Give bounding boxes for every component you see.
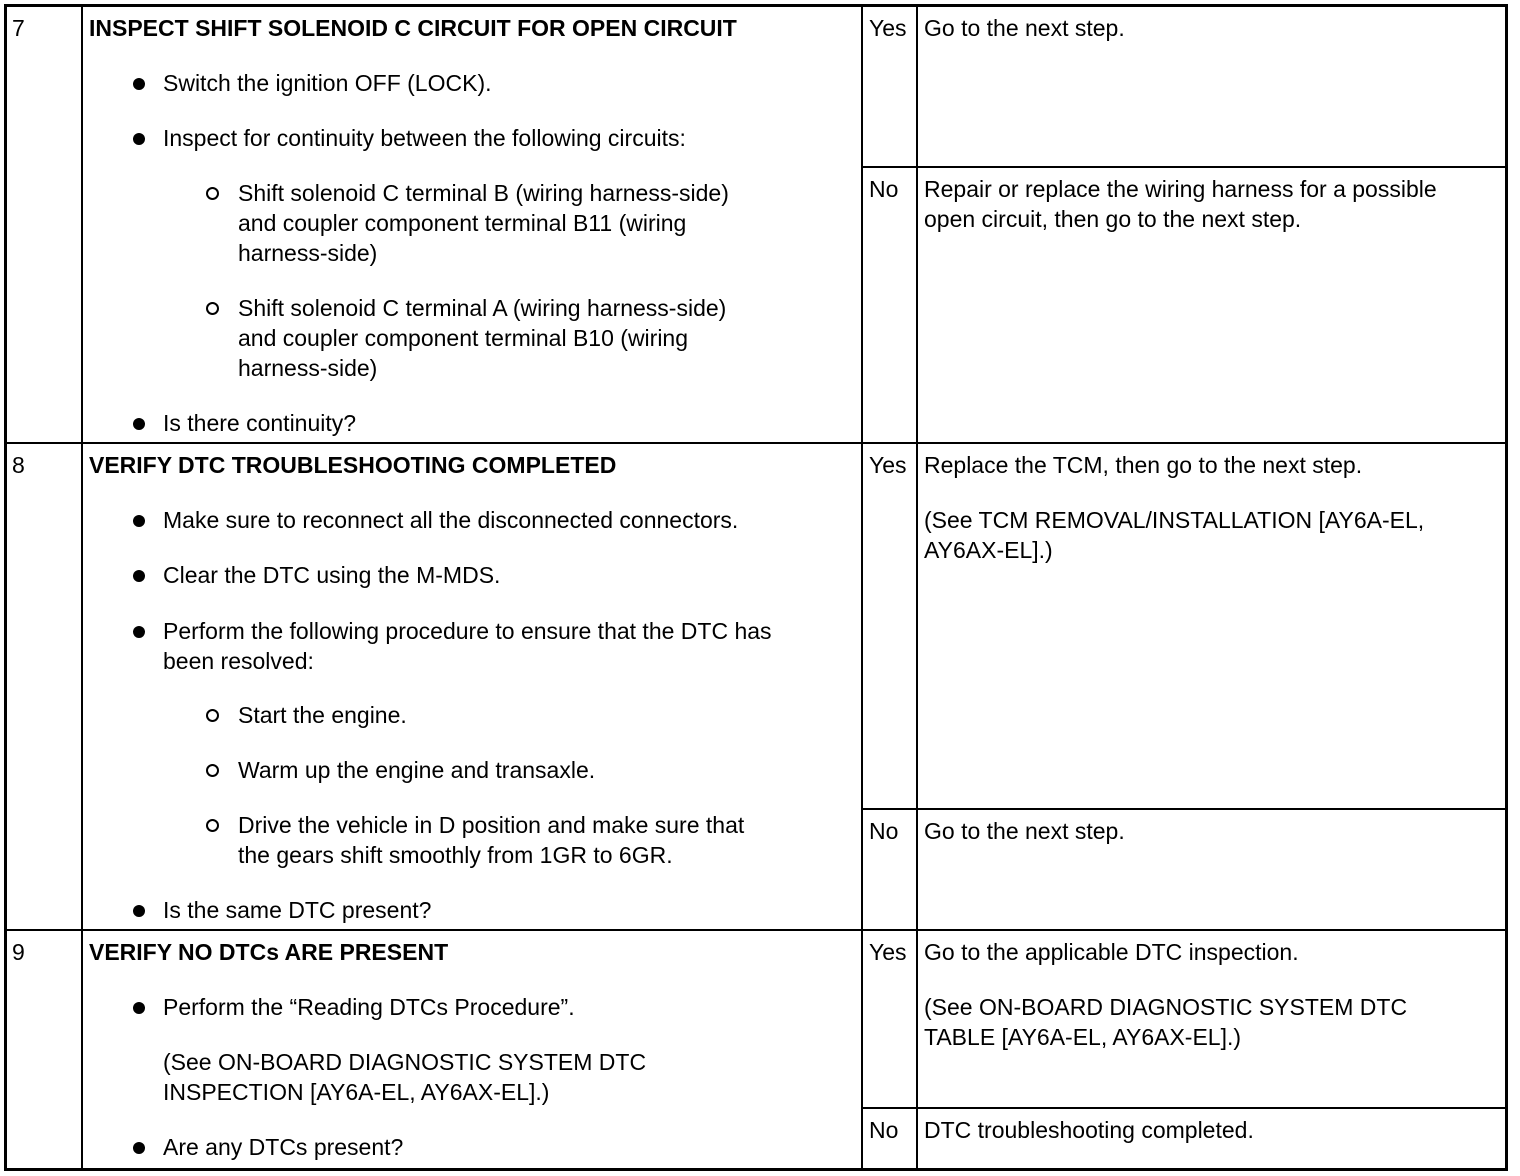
sub-bullet-circle-icon — [206, 302, 219, 315]
bullet-item: Are any DTCs present? — [163, 1134, 404, 1160]
bullet-item: Switch the ignition OFF (LOCK). — [163, 70, 492, 96]
bullet-dot-icon — [133, 133, 145, 145]
step-number: 8 — [12, 452, 25, 478]
no-label: No — [869, 1117, 899, 1143]
row-divider-7-8 — [6, 442, 1506, 444]
bullet-reference-line: (See ON-BOARD DIAGNOSTIC SYSTEM DTC — [163, 1049, 647, 1075]
bullet-dot-icon — [133, 515, 145, 527]
sub-item: Start the engine. — [238, 702, 407, 728]
sub-bullet-circle-icon — [206, 187, 219, 200]
sub-item-line: Shift solenoid C terminal A (wiring harness-side) — [238, 295, 727, 321]
yes-reference-line: TABLE [AY6A-EL, AY6AX-EL].) — [924, 1024, 1242, 1050]
yes-label: Yes — [869, 939, 907, 965]
bullet-item: Make sure to reconnect all the disconnected connectors. — [163, 507, 739, 533]
column-divider-result — [916, 6, 918, 1168]
sub-bullet-circle-icon — [206, 819, 219, 832]
bullet-item: Perform the “Reading DTCs Procedure”. — [163, 994, 575, 1020]
column-divider-number — [81, 6, 83, 1168]
bullet-item: Is the same DTC present? — [163, 897, 432, 923]
yes-no-divider-9 — [862, 1107, 1506, 1109]
sub-bullet-circle-icon — [206, 709, 219, 722]
bullet-item-line: Perform the following procedure to ensure that the DTC has — [163, 618, 772, 644]
yes-reference-line: (See TCM REMOVAL/INSTALLATION [AY6A-EL, — [924, 507, 1425, 533]
bullet-dot-icon — [133, 1002, 145, 1014]
yes-action: Go to the next step. — [924, 15, 1125, 41]
row-divider-8-9 — [6, 929, 1506, 931]
column-divider-action — [861, 6, 863, 1168]
step-title: INSPECT SHIFT SOLENOID C CIRCUIT FOR OPEN CIRCUIT — [89, 15, 737, 41]
sub-item-line: Shift solenoid C terminal B (wiring harness-side) — [238, 180, 729, 206]
step-title: VERIFY NO DTCs ARE PRESENT — [89, 939, 449, 965]
bullet-item: Is there continuity? — [163, 410, 357, 436]
sub-item-line: the gears shift smoothly from 1GR to 6GR. — [238, 842, 673, 868]
bullet-dot-icon — [133, 570, 145, 582]
sub-item-line: and coupler component terminal B11 (wiring — [238, 210, 687, 236]
yes-reference-line: AY6AX-EL].) — [924, 537, 1053, 563]
no-action-line: open circuit, then go to the next step. — [924, 206, 1302, 232]
yes-no-divider-7 — [862, 166, 1506, 168]
bullet-dot-icon — [133, 626, 145, 638]
no-label: No — [869, 818, 899, 844]
yes-reference-line: (See ON-BOARD DIAGNOSTIC SYSTEM DTC — [924, 994, 1408, 1020]
sub-item: Warm up the engine and transaxle. — [238, 757, 596, 783]
step-title: VERIFY DTC TROUBLESHOOTING COMPLETED — [89, 452, 617, 478]
bullet-item: Clear the DTC using the M-MDS. — [163, 562, 501, 588]
no-action: DTC troubleshooting completed. — [924, 1117, 1254, 1143]
step-number: 9 — [12, 939, 25, 965]
yes-label: Yes — [869, 15, 907, 41]
sub-bullet-circle-icon — [206, 764, 219, 777]
yes-label: Yes — [869, 452, 907, 478]
yes-action: Go to the applicable DTC inspection. — [924, 939, 1299, 965]
bullet-dot-icon — [133, 78, 145, 90]
bullet-dot-icon — [133, 418, 145, 430]
bullet-reference-line: INSPECTION [AY6A-EL, AY6AX-EL].) — [163, 1079, 550, 1105]
bullet-item: Inspect for continuity between the following circuits: — [163, 125, 686, 151]
sub-item-line: harness-side) — [238, 240, 378, 266]
sub-item-line: and coupler component terminal B10 (wiring — [238, 325, 689, 351]
bullet-item-line: been resolved: — [163, 648, 314, 674]
bullet-dot-icon — [133, 905, 145, 917]
sub-item-line: Drive the vehicle in D position and make sure that — [238, 812, 745, 838]
yes-no-divider-8 — [862, 808, 1506, 810]
no-label: No — [869, 176, 899, 202]
bullet-dot-icon — [133, 1142, 145, 1154]
no-action: Go to the next step. — [924, 818, 1125, 844]
no-action-line: Repair or replace the wiring harness for a possible — [924, 176, 1437, 202]
sub-item-line: harness-side) — [238, 355, 378, 381]
step-number: 7 — [12, 15, 25, 41]
yes-action: Replace the TCM, then go to the next step. — [924, 452, 1363, 478]
